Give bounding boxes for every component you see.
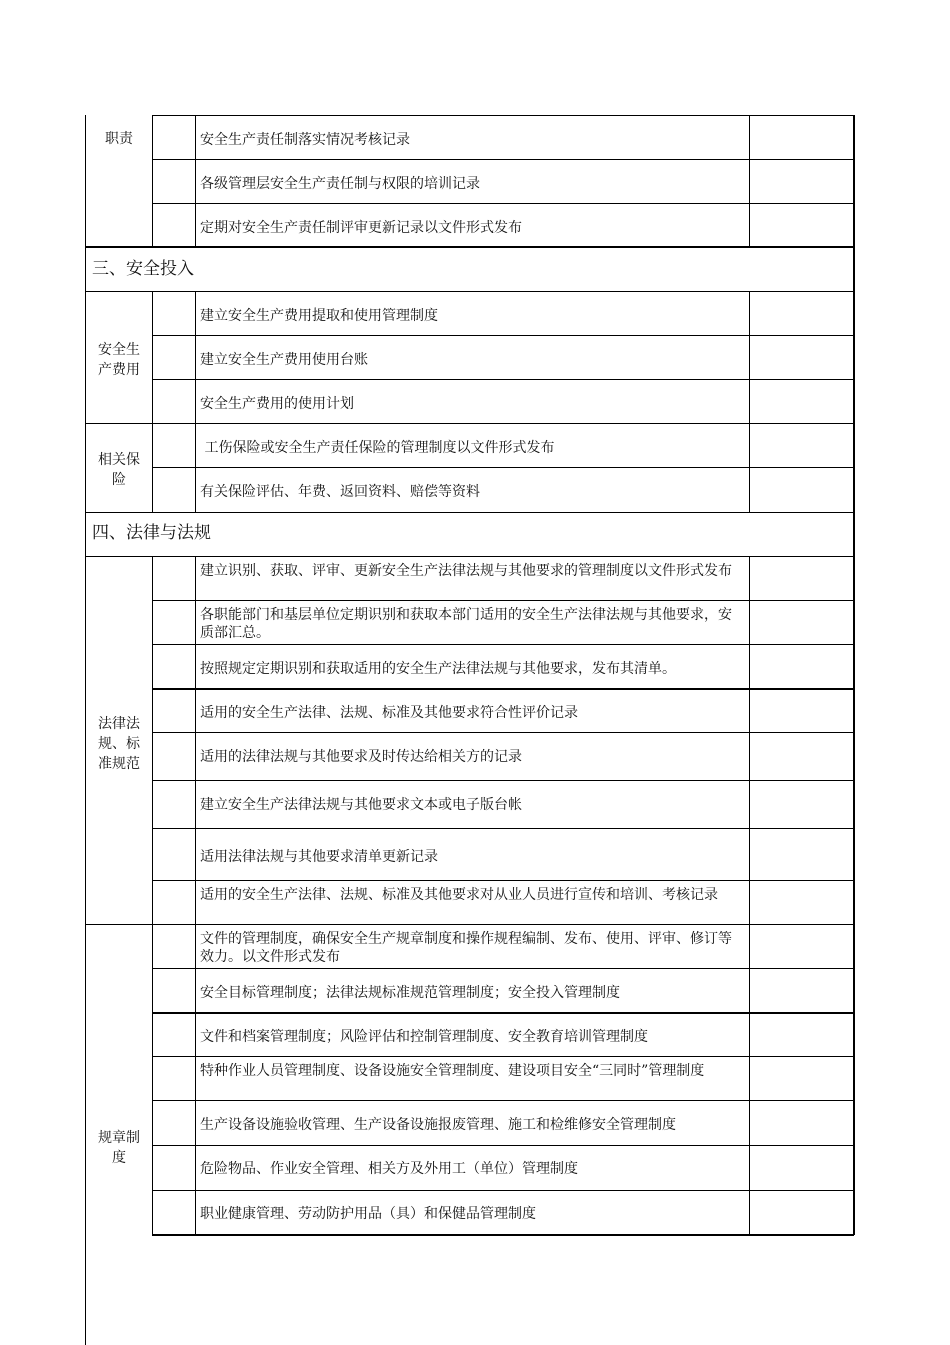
grid-line [85, 556, 854, 557]
category-line: 度 [112, 1150, 126, 1166]
table-row-item: 按照规定定期识别和获取适用的安全生产法律法规与其他要求，发布其清单。 [200, 661, 676, 677]
table-row-item: 适用法律法规与其他要求清单更新记录 [200, 849, 438, 865]
table-row-item: 建立安全生产法律法规与其他要求文本或电子版台帐 [200, 797, 522, 813]
category-line: 规章制 [98, 1130, 140, 1146]
table-row-item: 危险物品、作业安全管理、相关方及外用工（单位）管理制度 [200, 1161, 578, 1177]
category-line: 险 [112, 472, 126, 488]
grid-line [85, 423, 152, 424]
category-label [86, 450, 152, 490]
grid-line [853, 115, 855, 1235]
grid-line [195, 556, 196, 1235]
category-label [86, 340, 152, 380]
table-row-item: 适用的安全生产法律、法规、标准及其他要求对从业人员进行宣传和培训、考核记录 [200, 887, 718, 903]
category-line: 安全生 [98, 342, 140, 358]
table-row-item: 文件和档案管理制度；风险评估和控制管理制度、安全教育培训管理制度 [200, 1029, 648, 1045]
grid-line [152, 291, 153, 512]
grid-line [85, 512, 854, 513]
grid-line [195, 115, 196, 246]
category-label [86, 1128, 152, 1168]
category-line: 法律法 [98, 716, 140, 732]
grid-line [749, 556, 750, 1235]
table-row-item: 生产设备设施验收管理、生产设备设施报废管理、施工和检维修安全管理制度 [200, 1117, 676, 1133]
grid-line [152, 556, 153, 1235]
category-line: 产费用 [98, 362, 140, 378]
table-row-item: 建立安全生产费用使用台账 [200, 352, 368, 368]
category-label [86, 714, 152, 774]
table-row-item: 职业健康管理、劳动防护用品（具）和保健品管理制度 [200, 1206, 536, 1222]
grid-line [85, 246, 854, 248]
grid-line [85, 291, 854, 292]
category-line: 相关保 [98, 452, 140, 468]
table-row-item: 特种作业人员管理制度、设备设施安全管理制度、建设项目安全“三同时”管理制度 [200, 1063, 705, 1079]
table-row-item: 适用的法律法规与其他要求及时传达给相关方的记录 [200, 749, 522, 765]
table-row-item: 定期对安全生产责任制评审更新记录以文件形式发布 [200, 220, 522, 236]
table-row-item: 各职能部门和基层单位定期识别和获取本部门适用的安全生产法律法规与其他要求，安质部汇总。 [200, 607, 732, 641]
table-row-item: 各级管理层安全生产责任制与权限的培训记录 [200, 176, 480, 192]
category-line: 规、标 [98, 736, 140, 752]
grid-line [85, 924, 152, 925]
grid-line [749, 115, 750, 246]
table-row-item: 适用的安全生产法律、法规、标准及其他要求符合性评价记录 [200, 705, 578, 721]
grid-line [152, 115, 153, 246]
table-row-item: 工伤保险或安全生产责任保险的管理制度以文件形式发布 [200, 440, 555, 456]
table-row-item: 建立识别、获取、评审、更新安全生产法律法规与其他要求的管理制度以文件形式发布 [200, 563, 732, 579]
table-row-item: 文件的管理制度，确保安全生产规章制度和操作规程编制、发布、使用、评审、修订等效力。以文件形式发布 [200, 931, 732, 965]
grid-line [749, 291, 750, 512]
section-heading: 四、法律与法规 [92, 523, 211, 543]
category-line: 准规范 [98, 756, 140, 772]
grid-line [195, 291, 196, 512]
table-row-item: 建立安全生产费用提取和使用管理制度 [200, 308, 438, 324]
table-row-item: 安全目标管理制度；法律法规标准规范管理制度；安全投入管理制度 [200, 985, 620, 1001]
table-row-item: 有关保险评估、年费、返回资料、赔偿等资料 [200, 484, 480, 500]
section-heading: 三、安全投入 [92, 259, 194, 279]
table-row-item: 安全生产责任制落实情况考核记录 [200, 132, 410, 148]
category-label: 职责 [105, 131, 133, 147]
table-row-item: 安全生产费用的使用计划 [200, 396, 354, 412]
